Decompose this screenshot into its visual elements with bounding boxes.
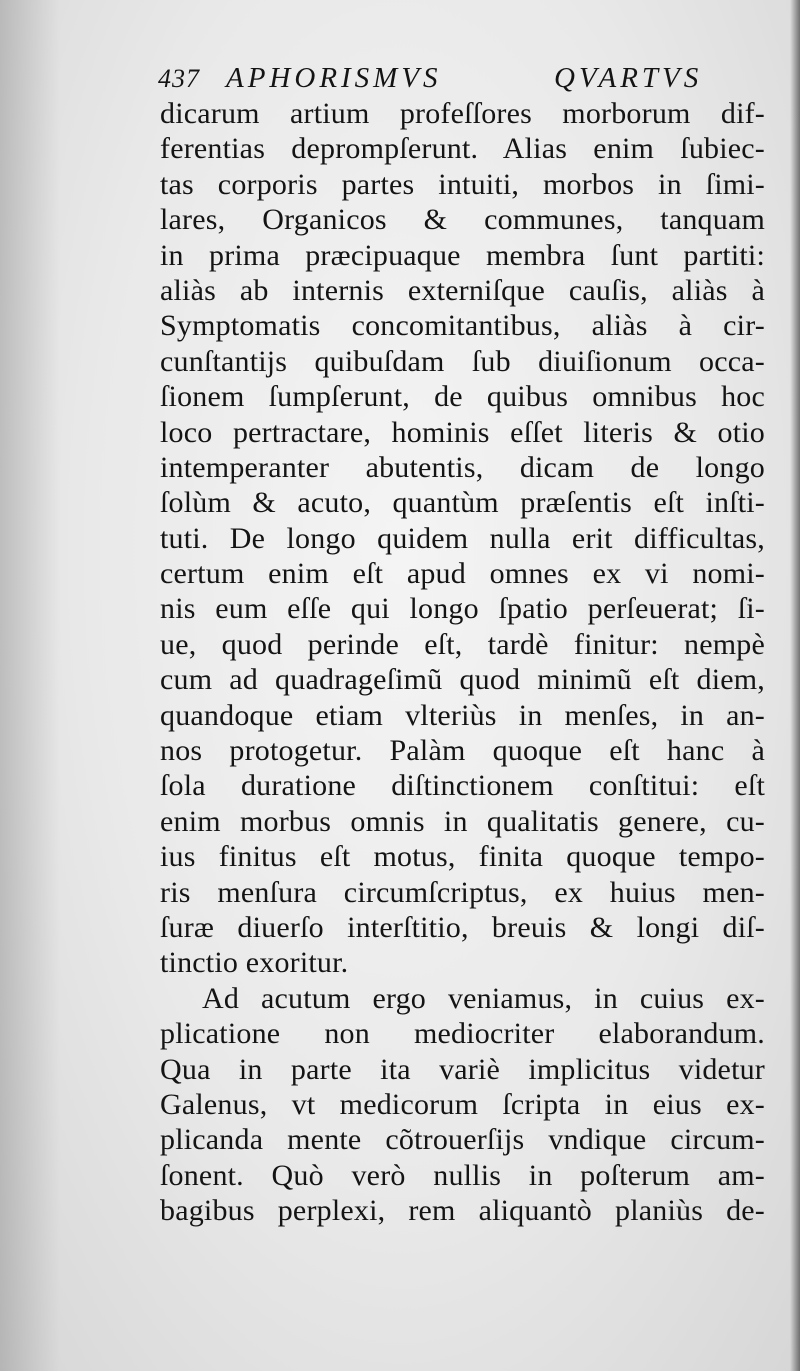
text-line: cunſtantijs quibuſdam ſub diuiſionum occa- — [160, 344, 765, 378]
text-line: dicarum artium profeſſores morborum dif- — [160, 97, 765, 130]
text-line: ſolùm & acuto, quantùm præſentis eſt inſti- — [160, 486, 765, 520]
text-line: ſonent. Quò verò nullis in poſterum am- — [160, 1158, 765, 1192]
text-line: enim morbus omnis in qualitatis genere, cu- — [160, 804, 765, 838]
text-line: certum enim eſt apud omnes ex vi nomi- — [160, 557, 765, 591]
body-text — [160, 96, 765, 1229]
text-line: bagibus perplexi, rem aliquantò planiùs de- — [160, 1194, 765, 1228]
text-line: ris menſura circumſcriptus, ex huius men- — [160, 875, 765, 909]
text-line: plicanda mente cõtrouerſijs vndique circum- — [160, 1123, 765, 1157]
text-line: quandoque etiam vlteriùs in menſes, in an- — [160, 698, 765, 732]
text-line: Qua in parte ita variè implicitus videtur — [160, 1052, 765, 1086]
text-line: plicatione non mediocriter elaborandum. — [160, 1017, 765, 1051]
running-title-aphorismus: APHORISMVS — [226, 62, 442, 94]
text-line: nos protogetur. Palàm quoque eſt hanc à — [160, 734, 765, 768]
text-line: intemperanter abutentis, dicam de longo — [160, 450, 765, 484]
text-line: ferentias deprompſerunt. Alias enim ſubiec- — [160, 132, 765, 166]
page-number: 437 — [158, 64, 200, 93]
text-line: tas corporis partes intuiti, morbos in ſimi- — [160, 167, 765, 201]
text-line: cum ad quadrageſimũ quod minimũ eſt diem, — [160, 663, 765, 697]
text-line: ſuræ diuerſo interſtitio, breuis & longi diſ- — [160, 910, 765, 944]
text-line: ſionem ſumpſerunt, de quibus omnibus hoc — [160, 380, 765, 414]
running-title-quartus: QVARTVS — [554, 62, 703, 94]
text-line-paragraph-start: Ad acutum ergo veniamus, in cuius ex- — [202, 981, 765, 1015]
running-head — [158, 58, 758, 98]
text-line: tuti. De longo quidem nulla erit difficultas, — [160, 521, 765, 555]
text-line: Galenus, vt medicorum ſcripta in eius ex- — [160, 1087, 765, 1121]
text-line: lares, Organicos & communes, tanquam — [160, 203, 765, 237]
text-line: aliàs ab internis externiſque cauſis, aliàs à — [160, 273, 765, 307]
text-line: ius finitus eſt motus, finita quoque tempo- — [160, 840, 765, 874]
text-line: in prima præcipuaque membra ſunt partiti: — [160, 238, 765, 272]
text-line: nis eum eſſe qui longo ſpatio perſeuerat; ſi- — [160, 592, 765, 626]
text-line-paragraph-end: tinctio exoritur. — [160, 946, 349, 980]
text-line: Symptomatis concomitantibus, aliàs à cir- — [160, 309, 765, 343]
text-line: loco pertractare, hominis eſſet literis & otio — [160, 415, 765, 449]
text-line: ſola duratione diſtinctionem conſtitui: eſt — [160, 769, 765, 803]
text-line: ue, quod perinde eſt, tardè finitur: nempè — [160, 627, 765, 661]
